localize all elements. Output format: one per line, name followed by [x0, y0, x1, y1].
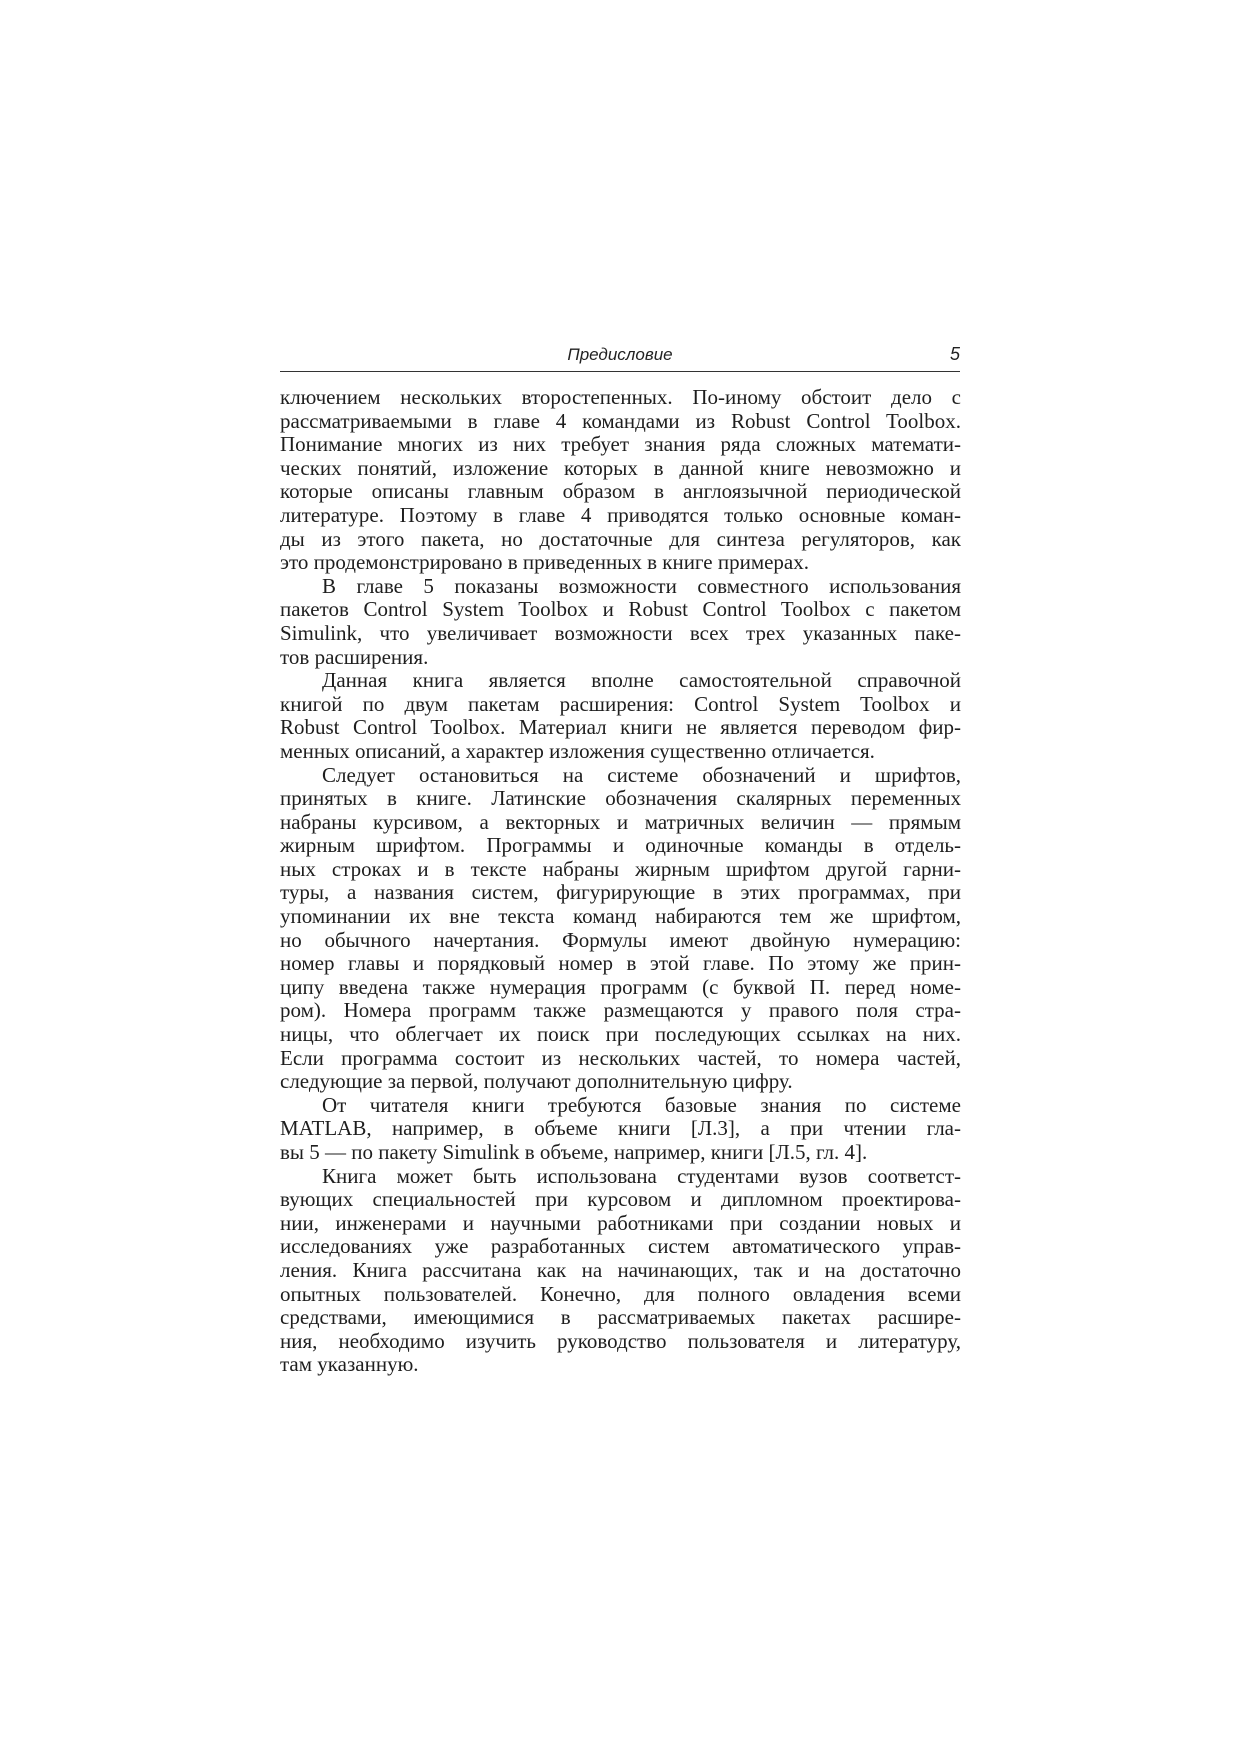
- text-line: опытных пользователей. Конечно, для полного овладения всеми: [280, 1281, 961, 1306]
- text-line: ния, необходимо изучить руководство пользователя и литературу,: [280, 1328, 961, 1353]
- text-line: менных описаний, а характер изложения существенно отличается.: [280, 738, 875, 763]
- text-line: тов расширения.: [280, 644, 429, 669]
- text-line: Понимание многих из них требует знания ряда сложных математи-: [280, 432, 961, 457]
- text-line: это продемонстрировано в приведенных в книге примерах.: [280, 550, 809, 575]
- paragraph: [280, 575, 961, 669]
- text-line: ческих понятий, изложение которых в данной книге невозможно и: [280, 455, 961, 480]
- text-line: Robust Control Toolbox. Материал книги не является переводом фир-: [280, 715, 961, 740]
- text-line: Simulink, что увеличивает возможности всех трех указанных паке-: [280, 620, 961, 645]
- text-line: но обычного начертания. Формулы имеют двойную нумерацию:: [280, 927, 961, 952]
- text-line: упоминании их вне текста команд набираются тем же шрифтом,: [280, 904, 961, 929]
- page-number: 5: [949, 344, 960, 364]
- body-text: [280, 386, 961, 1377]
- text-line: следующие за первой, получают дополнительную цифру.: [280, 1069, 793, 1094]
- text-line: рассматриваемыми в главе 4 командами из Robust Control Toolbox.: [280, 408, 961, 433]
- text-line: Данная книга является вполне самостоятельной справочной: [322, 668, 961, 693]
- text-line: Если программа состоит из нескольких частей, то номера частей,: [280, 1045, 961, 1070]
- paragraph: [280, 386, 961, 575]
- text-line: Следует остановиться на системе обозначений и шрифтов,: [322, 762, 961, 787]
- text-line: ления. Книга рассчитана как на начинающих, так и на достаточно: [280, 1257, 961, 1282]
- text-line: вующих специальностей при курсовом и дипломном проектирова-: [280, 1187, 961, 1212]
- text-line: пакетов Control System Toolbox и Robust Control Toolbox с пакетом: [280, 597, 961, 622]
- text-line: нии, инженерами и научными работниками при создании новых и: [280, 1210, 961, 1235]
- text-line: ных строках и в тексте набраны жирным шрифтом другой гарни-: [280, 856, 961, 881]
- text-line: ципу введена также нумерация программ (с буквой П. перед номе-: [280, 974, 961, 999]
- text-line: там указанную.: [280, 1352, 419, 1377]
- text-line: принятых в книге. Латинские обозначения скалярных переменных: [280, 786, 961, 811]
- paragraph: [280, 1094, 961, 1165]
- text-line: От читателя книги требуются базовые знания по системе: [322, 1092, 961, 1117]
- text-line: ром). Номера программ также размещаются у правого поля стра-: [280, 998, 961, 1023]
- text-line: литературе. Поэтому в главе 4 приводятся только основные коман-: [280, 502, 961, 527]
- text-line: которые описаны главным образом в англоязычной периодической: [280, 479, 961, 504]
- paragraph: [280, 669, 961, 763]
- text-line: номер главы и порядковый номер в этой главе. По этому же прин-: [280, 951, 961, 976]
- text-line: ницы, что облегчает их поиск при последующих ссылках на них.: [280, 1022, 961, 1047]
- text-line: ключением нескольких второстепенных. По-иному обстоит дело с: [280, 385, 961, 409]
- text-line: средствами, имеющимися в рассматриваемых пакетах расшире-: [280, 1305, 961, 1330]
- page-header: [280, 343, 960, 372]
- paragraph: [280, 1165, 961, 1377]
- text-line: вы 5 — по пакету Simulink в объеме, например, книги [Л.5, гл. 4].: [280, 1140, 868, 1164]
- text-line: исследованиях уже разработанных систем автоматического управ-: [280, 1234, 961, 1259]
- text-line: набраны курсивом, а векторных и матричных величин — прямым: [280, 809, 961, 834]
- text-line: книгой по двум пакетам расширения: Control System Toolbox и: [280, 691, 961, 716]
- text-line: ды из этого пакета, но достаточные для синтеза регуляторов, как: [280, 526, 961, 551]
- text-line: MATLAB, например, в объеме книги [Л.3], а при чтении гла-: [280, 1116, 961, 1141]
- text-line: Книга может быть использована студентами вузов соответст-: [322, 1163, 961, 1188]
- running-title: Предисловие: [567, 345, 673, 364]
- text-line: туры, а названия систем, фигурирующие в этих программах, при: [280, 880, 961, 905]
- text-line: жирным шрифтом. Программы и одиночные команды в отдель-: [280, 833, 961, 858]
- paragraph: [280, 764, 961, 1094]
- text-line: В главе 5 показаны возможности совместного использования: [322, 573, 961, 598]
